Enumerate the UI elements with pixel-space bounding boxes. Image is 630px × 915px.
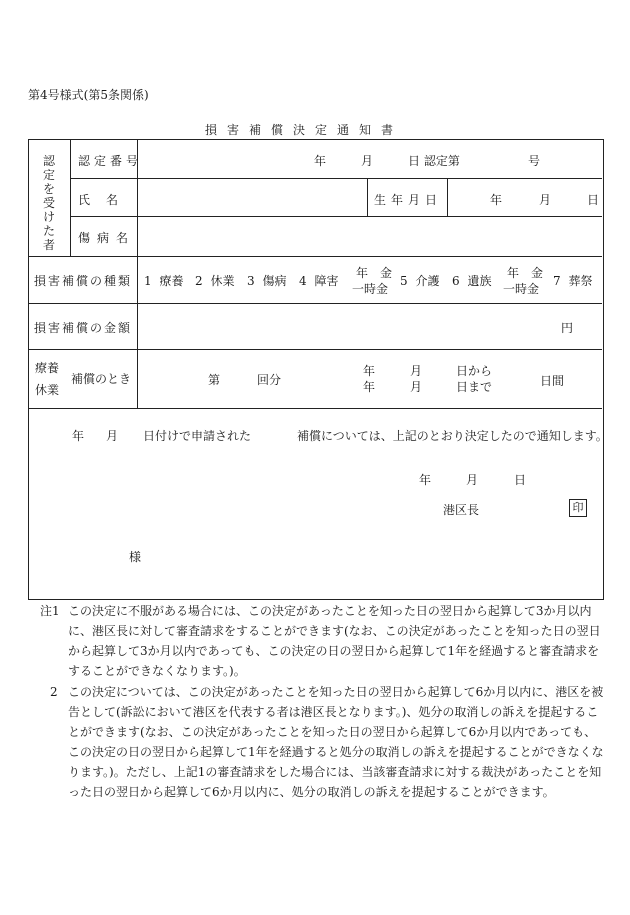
birth-month: 月 <box>539 193 552 207</box>
type-4-pension: 年 金 <box>356 266 393 280</box>
type-4-disability: 4 障害 <box>299 274 339 288</box>
col-divider <box>70 139 71 256</box>
period-type-medical: 療養 <box>35 361 60 375</box>
type-6-pension: 年 金 <box>507 266 544 280</box>
cert-number-suffix: 号 <box>528 154 541 168</box>
period-when-label: 補償のとき <box>71 372 132 386</box>
to-year: 年 <box>363 380 376 394</box>
seal-mark: 印 <box>569 499 587 517</box>
birth-year: 年 <box>490 193 503 207</box>
row-divider <box>28 349 602 350</box>
note-item <box>40 682 608 802</box>
note-text: この決定に不服がある場合には、この決定があったことを知った日の翌日から起算して3か月以内に、港区長に対して審査請求をすることができます(なお、この決定があったことを知った日の翌日から起算して3か月以内であっても、この決定の日の翌日から起算して1年を経過すると審査請求をすることができなくなります。)。 <box>68 604 601 678</box>
to-month: 月 <box>410 380 423 394</box>
decision-statement: 補償については、上記のとおり決定したので通知します。 <box>297 429 608 443</box>
installment-dai: 第 <box>208 373 221 387</box>
note-text: この決定については、この決定があったことを知った日の翌日から起算して6か月以内に、港区を被告として(訴訟において港区を代表する者は港区長となります。)、処分の取消しの訴えを提起することができます(なお、この決定があったことを知った日の翌日から起算して6か月以内であっても、この決定の日の翌日から起算して1年を経過すると処分の取消しの訴えを提起することができなくなります。)。ただし、上記1の審査請求をした場合には、当該審査請求に対する裁決があったことを知った日の翌日から起算して6か月以内に、処分の取消しの訴えを提起することができます。 <box>68 685 604 799</box>
from-day: 日から <box>456 364 493 378</box>
period-type-leave: 休業 <box>35 383 60 397</box>
notice-date-year: 年 <box>419 473 432 487</box>
issuer-name: 港区長 <box>443 503 480 517</box>
row-divider <box>28 303 602 304</box>
to-day: 日まで <box>456 380 493 394</box>
name-label: 氏 名 <box>78 193 121 207</box>
row-divider <box>28 408 602 409</box>
applied-month: 月 <box>106 429 119 443</box>
total-days: 日間 <box>540 374 565 388</box>
type-6-survivor: 6 遺族 <box>452 274 492 288</box>
cert-year: 年 <box>314 154 327 168</box>
injury-name-label: 傷病名 <box>78 231 136 245</box>
note-number: 2 <box>50 685 58 699</box>
type-3-illness: 3 傷病 <box>247 274 287 288</box>
birth-day: 日 <box>587 193 600 207</box>
applied-text: 日付けで申請された <box>143 429 252 443</box>
type-1-medical: 1 療養 <box>144 274 184 288</box>
birthdate-label: 生年月日 <box>374 193 443 207</box>
installment-kaibun: 回分 <box>257 373 282 387</box>
type-5-nursing: 5 介護 <box>400 274 440 288</box>
row-divider <box>70 178 602 179</box>
notes-section <box>40 601 608 802</box>
compensation-amount-label: 損害補償の金額 <box>34 321 133 335</box>
note-item <box>40 601 608 681</box>
from-month: 月 <box>410 364 423 378</box>
cert-month: 月 <box>361 154 374 168</box>
type-2-leave: 2 休業 <box>195 274 235 288</box>
type-4-lump-sum: 一時金 <box>352 282 389 296</box>
note-number: 注1 <box>40 604 60 618</box>
from-year: 年 <box>363 364 376 378</box>
notice-date-day: 日 <box>514 473 527 487</box>
notice-date-month: 月 <box>466 473 479 487</box>
type-6-lump-sum: 一時金 <box>503 282 540 296</box>
row-divider <box>28 256 602 257</box>
col-divider <box>137 256 138 408</box>
addressee-suffix: 様 <box>129 550 142 564</box>
applied-year: 年 <box>72 429 85 443</box>
col-divider <box>447 178 448 216</box>
row-divider <box>70 216 602 217</box>
type-7-funeral: 7 葬祭 <box>553 274 593 288</box>
document-title: 損害補償決定通知書 <box>205 123 404 137</box>
cert-number-label: 認定番号 <box>78 154 143 168</box>
col-divider <box>367 178 368 216</box>
recipient-group-label: 認定を受けた者 <box>42 154 55 252</box>
cert-day-prefix: 日 認定第 <box>408 154 460 168</box>
form-number-label: 第4号様式(第5条関係) <box>28 88 149 102</box>
compensation-type-label: 損害補償の種類 <box>34 274 133 288</box>
amount-unit-yen: 円 <box>561 321 574 335</box>
